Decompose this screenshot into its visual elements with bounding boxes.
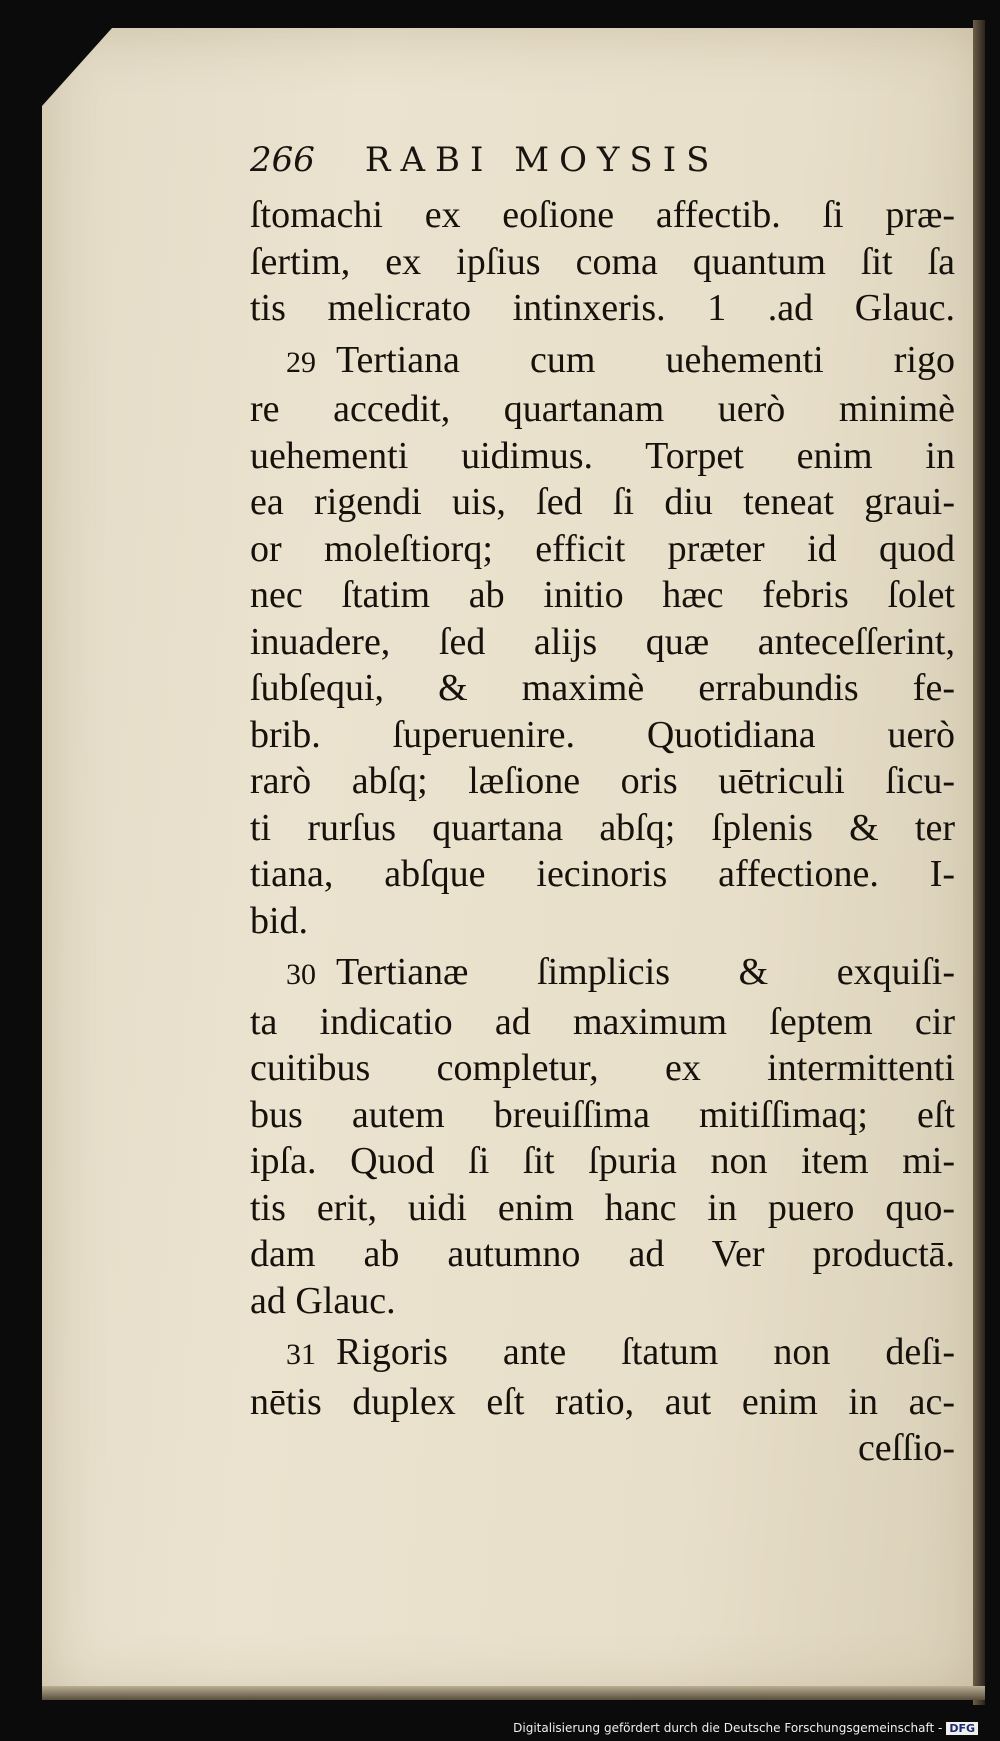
page-edge-right: [973, 20, 985, 1705]
text-line: re accedit, quartanam uerò minimè: [250, 388, 955, 430]
catchword: ceſſio-: [857, 1427, 955, 1469]
paragraph-number: 31: [286, 1338, 316, 1371]
text-line: ſertim, ex ipſius coma quantum ſit ſa: [250, 240, 955, 283]
running-header: [250, 140, 719, 180]
text-line: inuadere, ſed alijs quæ anteceſſerint,: [250, 620, 955, 663]
text-line: or moleſtiorq; efficit præter id quod: [250, 527, 955, 570]
page-text: [250, 192, 955, 1472]
dfg-logo: DFG: [946, 1722, 978, 1735]
page-edge-bottom: [42, 1686, 985, 1700]
text-line: ſubſequi, & maximè errabundis fe-: [250, 667, 955, 709]
text-line: brib. ſuperuenire. Quotidiana uerò: [250, 713, 955, 756]
text-line: ad Glauc.: [250, 1279, 396, 1322]
text-line: rarò abſq; læſione oris uētriculi ſicu-: [250, 760, 955, 802]
text-line: dam ab autumno ad Ver productā.: [250, 1233, 955, 1275]
paragraph-first-line: 29 Tertiana cum uehementi rigo: [286, 338, 955, 381]
paragraph-number: 29: [286, 345, 316, 379]
text-line: cuitibus completur, ex intermittenti: [250, 1047, 955, 1089]
page-number: 266: [250, 140, 315, 180]
text-line: nētis duplex eſt ratio, aut enim in ac-: [250, 1380, 955, 1423]
text-line: ſtomachi ex eoſione affectib. ſi præ-: [250, 194, 955, 236]
running-title: RABI MOYSIS: [364, 140, 720, 180]
digitization-credit: [513, 1721, 978, 1735]
credit-text: Digitalisierung gefördert durch die Deutsche Forschungsgemeinschaft -: [513, 1721, 943, 1735]
paragraph-first-line: 31 Rigoris ante ſtatum non deſi-: [286, 1331, 955, 1373]
text-line: ipſa. Quod ſi ſit ſpuria non item mi-: [250, 1140, 955, 1182]
text-line: ta indicatio ad maximum ſeptem cir: [250, 1000, 955, 1043]
text-line: tis melicrato intinxeris. 1 .ad Glauc.: [250, 287, 955, 329]
text-line: uehementi uidimus. Torpet enim in: [250, 434, 955, 477]
text-line: ea rigendi uis, ſed ſi diu teneat graui-: [250, 481, 955, 523]
text-line: tiana, abſque iecinoris affectione. I-: [250, 853, 955, 895]
paragraph-number: 30: [286, 958, 316, 991]
text-line: bus autem breuiſſima mitiſſimaq; eſt: [250, 1093, 955, 1136]
text-line: nec ſtatim ab initio hæc febris ſolet: [250, 574, 955, 616]
text-line: ti rurſus quartana abſq; ſplenis & ter: [250, 806, 955, 849]
text-line: bid.: [250, 899, 309, 942]
text-line: tis erit, uidi enim hanc in puero quo-: [250, 1186, 955, 1229]
paragraph-first-line: 30 Tertianæ ſimplicis & exquiſi-: [286, 951, 955, 993]
